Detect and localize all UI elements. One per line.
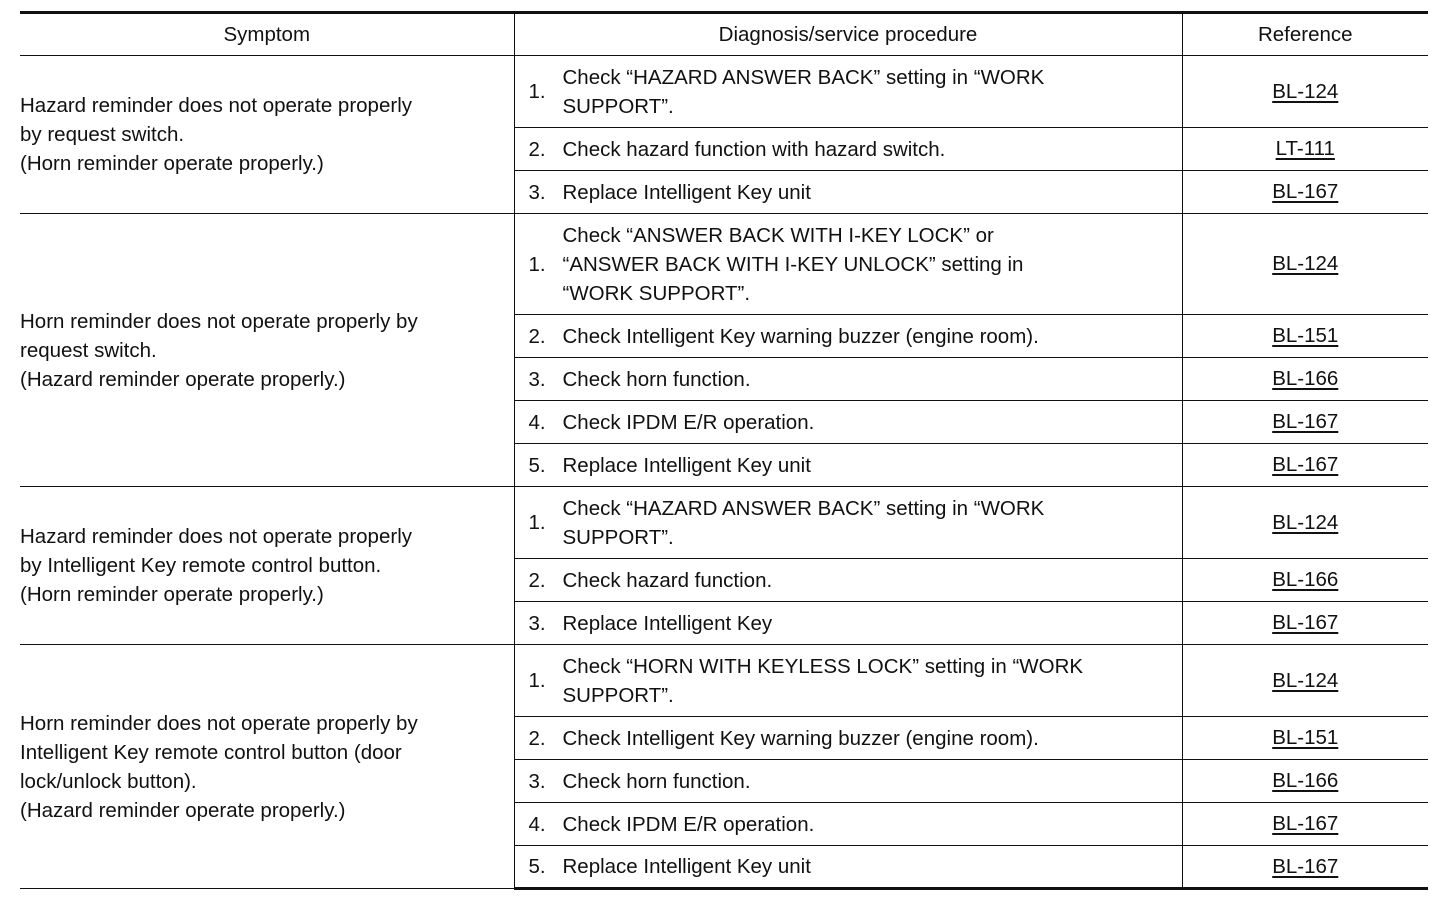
step-text-line: Check “HAZARD ANSWER BACK” setting in “WORK xyxy=(562,496,1045,520)
symptom-text-line: by request switch. xyxy=(20,123,185,146)
procedure-cell xyxy=(514,358,1182,401)
header-reference: Reference xyxy=(1182,13,1428,56)
reference-cell xyxy=(1182,717,1428,760)
reference-link[interactable]: BL-124 xyxy=(1272,252,1339,275)
header-procedure: Diagnosis/service procedure xyxy=(514,13,1182,56)
step-text-line: Check horn function. xyxy=(562,367,751,391)
step-text-line: Replace Intelligent Key unit xyxy=(562,180,811,204)
procedure-cell xyxy=(514,645,1182,717)
symptom-text-line: Intelligent Key remote control button (door xyxy=(20,740,402,764)
symptom-text-line: Horn reminder does not operate properly by xyxy=(20,711,418,735)
step-text-line: Check hazard function with hazard switch. xyxy=(562,137,946,161)
table-row xyxy=(20,56,1428,128)
header-symptom: Symptom xyxy=(20,13,514,56)
procedure-cell xyxy=(514,444,1182,487)
procedure-cell xyxy=(514,846,1182,889)
reference-link[interactable]: BL-167 xyxy=(1272,812,1339,835)
step-text-line: Replace Intelligent Key xyxy=(562,611,773,635)
step-number: 2. xyxy=(528,324,546,348)
step-text xyxy=(563,494,1182,552)
step-number: 5. xyxy=(528,453,546,477)
step-text-line: Check IPDM E/R operation. xyxy=(562,812,815,836)
step-text xyxy=(563,767,1182,796)
procedure-cell xyxy=(514,487,1182,559)
symptom-text-line: Horn reminder does not operate properly by xyxy=(20,309,418,333)
step-text xyxy=(563,652,1182,710)
procedure-cell xyxy=(514,803,1182,846)
symptom-text-line: Hazard reminder does not operate properly xyxy=(20,525,412,548)
procedure-cell xyxy=(514,171,1182,214)
reference-link[interactable]: LT-111 xyxy=(1275,137,1335,160)
step-number: 4. xyxy=(528,812,546,836)
symptom-text-line: (Hazard reminder operate properly.) xyxy=(20,367,346,391)
step-text-line: SUPPORT”. xyxy=(562,94,674,118)
reference-link[interactable]: BL-167 xyxy=(1272,410,1339,433)
step-text-line: “WORK SUPPORT”. xyxy=(562,281,751,305)
step-text-line: SUPPORT”. xyxy=(562,683,674,707)
step-number: 2. xyxy=(528,137,546,161)
step-number: 2. xyxy=(528,726,546,750)
step-text xyxy=(563,810,1182,839)
diagnosis-table xyxy=(20,11,1428,890)
table-row xyxy=(20,214,1428,315)
step-number: 1. xyxy=(528,252,546,276)
step-text-line: Check Intelligent Key warning buzzer (engine room). xyxy=(562,726,1039,750)
symptom-text-line: Hazard reminder does not operate properly xyxy=(20,94,412,117)
step-text-line: Replace Intelligent Key unit xyxy=(562,453,811,477)
step-number: 4. xyxy=(528,410,546,434)
symptom-text-line: by Intelligent Key remote control button. xyxy=(20,554,382,577)
reference-link[interactable]: BL-124 xyxy=(1272,79,1339,103)
reference-cell xyxy=(1182,128,1428,171)
reference-link[interactable]: BL-124 xyxy=(1272,668,1339,692)
step-text-line: “ANSWER BACK WITH I-KEY UNLOCK” setting in xyxy=(562,252,1024,276)
reference-cell xyxy=(1182,171,1428,214)
header-row xyxy=(20,13,1428,56)
procedure-cell xyxy=(514,401,1182,444)
reference-cell xyxy=(1182,315,1428,358)
step-text xyxy=(563,609,1182,638)
procedure-cell xyxy=(514,214,1182,315)
step-text-line: Check IPDM E/R operation. xyxy=(562,410,815,434)
symptom-text-line: (Horn reminder operate properly.) xyxy=(20,583,324,606)
reference-link[interactable]: BL-166 xyxy=(1272,367,1339,390)
reference-cell xyxy=(1182,602,1428,645)
reference-link[interactable]: BL-166 xyxy=(1272,568,1339,591)
symptom-cell xyxy=(20,56,514,214)
reference-cell xyxy=(1182,803,1428,846)
step-text xyxy=(563,135,1182,164)
procedure-cell xyxy=(514,559,1182,602)
reference-link[interactable]: BL-167 xyxy=(1272,453,1339,476)
procedure-cell xyxy=(514,128,1182,171)
step-text xyxy=(563,322,1182,351)
reference-link[interactable]: BL-151 xyxy=(1272,324,1339,347)
symptom-cell xyxy=(20,487,514,645)
table-body xyxy=(20,56,1428,889)
symptom-cell xyxy=(20,214,514,487)
step-text xyxy=(563,451,1182,480)
step-number: 1. xyxy=(528,511,546,534)
step-number: 5. xyxy=(528,855,546,878)
step-text xyxy=(563,63,1182,121)
reference-link[interactable]: BL-167 xyxy=(1272,180,1339,203)
reference-cell xyxy=(1182,358,1428,401)
procedure-cell xyxy=(514,717,1182,760)
symptom-text-line: (Hazard reminder operate properly.) xyxy=(20,798,346,822)
reference-link[interactable]: BL-167 xyxy=(1272,854,1339,878)
reference-cell xyxy=(1182,487,1428,559)
reference-link[interactable]: BL-166 xyxy=(1272,769,1339,792)
step-text-line: Check horn function. xyxy=(562,769,751,793)
table-row xyxy=(20,645,1428,717)
step-text xyxy=(563,408,1182,437)
procedure-cell xyxy=(514,760,1182,803)
step-number: 2. xyxy=(528,568,546,592)
symptom-text-line: lock/unlock button). xyxy=(20,769,197,793)
step-number: 3. xyxy=(528,769,546,793)
step-text-line: Check “ANSWER BACK WITH I-KEY LOCK” or xyxy=(562,223,994,247)
step-number: 1. xyxy=(528,669,546,692)
reference-cell xyxy=(1182,214,1428,315)
reference-cell xyxy=(1182,760,1428,803)
procedure-cell xyxy=(514,56,1182,128)
reference-cell xyxy=(1182,846,1428,889)
reference-cell xyxy=(1182,559,1428,602)
step-text-line: Check hazard function. xyxy=(562,568,773,592)
procedure-cell xyxy=(514,315,1182,358)
step-text-line: Check Intelligent Key warning buzzer (engine room). xyxy=(562,324,1039,348)
step-text-line: SUPPORT”. xyxy=(562,525,674,549)
step-text-line: Replace Intelligent Key unit xyxy=(562,855,811,878)
symptom-text-line: request switch. xyxy=(20,338,157,362)
reference-link[interactable]: BL-124 xyxy=(1272,510,1339,534)
step-text xyxy=(563,724,1182,753)
reference-link[interactable]: BL-151 xyxy=(1272,726,1339,749)
reference-cell xyxy=(1182,444,1428,487)
step-text xyxy=(563,365,1182,394)
step-text xyxy=(563,221,1182,308)
table-row xyxy=(20,487,1428,559)
step-number: 3. xyxy=(528,180,546,204)
step-number: 3. xyxy=(528,367,546,391)
step-text xyxy=(563,566,1182,595)
reference-cell xyxy=(1182,401,1428,444)
reference-cell xyxy=(1182,56,1428,128)
step-text xyxy=(563,852,1182,881)
step-number: 1. xyxy=(528,80,546,103)
step-number: 3. xyxy=(528,611,546,635)
symptom-text-line: (Horn reminder operate properly.) xyxy=(20,152,324,175)
reference-link[interactable]: BL-167 xyxy=(1272,611,1339,634)
step-text xyxy=(563,178,1182,207)
step-text-line: Check “HORN WITH KEYLESS LOCK” setting in “WORK xyxy=(562,654,1084,678)
reference-cell xyxy=(1182,645,1428,717)
procedure-cell xyxy=(514,602,1182,645)
symptom-cell xyxy=(20,645,514,889)
step-text-line: Check “HAZARD ANSWER BACK” setting in “WORK xyxy=(562,65,1045,89)
